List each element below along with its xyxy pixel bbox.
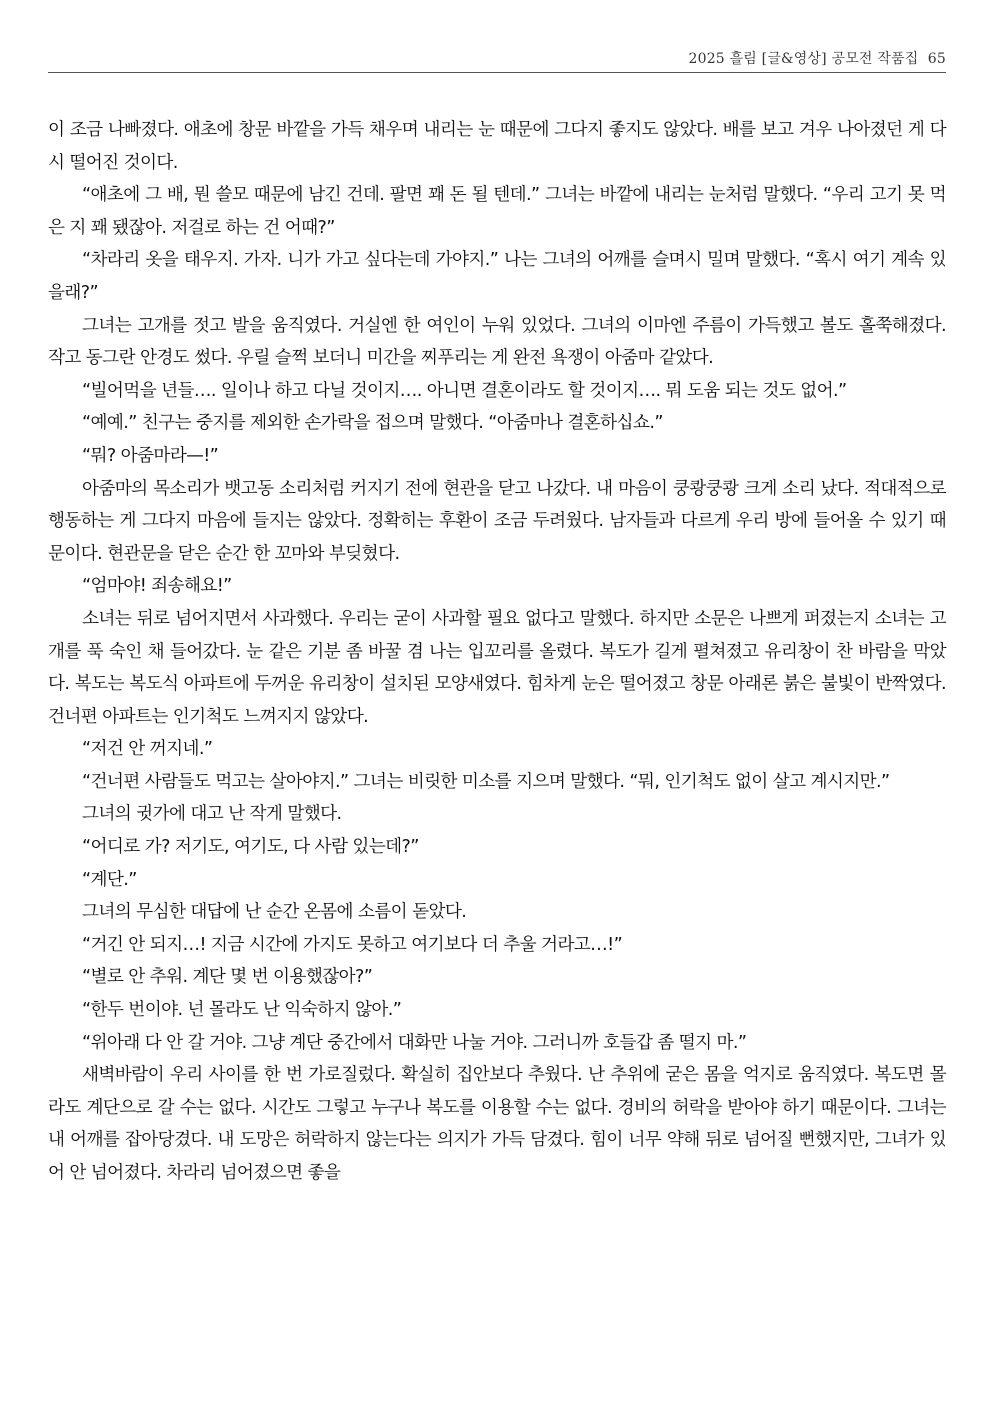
- paragraph: 새벽바람이 우리 사이를 한 번 가로질렀다. 확실히 집안보다 추웠다. 난 추위에 굳은 몸을 억지로 움직였다. 복도면 몰라도 계단으로 갈 수는 없다. 시간도 그렇고 누구나 복도를 이용할 수는 없다. 경비의 허락을 받아야 하기 때문이다. 그녀는 내 어깨를 잡아당겼다. 내 도망은 허락하지 않는다는 의지가 가득 담겼다. 힘이 너무 약해 뒤로 넘어질 뻔했지만, 그녀가 있어 안 넘어졌다. 차라리 넘어졌으면 좋을: [48, 1065, 946, 1183]
- paragraph: 그녀는 고개를 젓고 발을 움직였다. 거실엔 한 여인이 누워 있었다. 그녀의 이마엔 주름이 가득했고 볼도 홀쭉해졌다. 작고 동그란 안경도 썼다. 우릴 슬쩍 보더니 미간을 찌푸리는 게 완전 욕쟁이 아줌마 같았다.: [48, 315, 946, 369]
- paragraph: “어디로 가? 저기도, 여기도, 다 사람 있는데?”: [82, 837, 419, 858]
- paragraph: “거긴 안 되지…! 지금 시간에 가지도 못하고 여기보다 더 추울 거라고…!”: [82, 934, 623, 955]
- paragraph: “애초에 그 배, 뭔 쓸모 때문에 남긴 건데. 팔면 꽤 돈 될 텐데.” 그녀는 바깥에 내리는 눈처럼 말했다. “우리 고기 못 먹은 지 꽤 됐잖아. 저걸로 하는 건 어때?”: [48, 185, 946, 238]
- paragraph: 그녀의 무심한 대답에 난 순간 온몸에 소름이 돋았다.: [82, 902, 467, 923]
- body-text: [48, 114, 946, 1190]
- paragraph: “뭐? 아줌마라—!”: [82, 445, 219, 466]
- paragraph: “예예.” 친구는 중지를 제외한 손가락을 접으며 말했다. “아줌마나 결혼하십쇼.”: [82, 413, 663, 434]
- paragraph: “한두 번이야. 넌 몰라도 난 익숙하지 않아.”: [82, 1000, 402, 1021]
- paragraph: “위아래 다 안 갈 거야. 그냥 계단 중간에서 대화만 나눌 거야. 그러니까 호들갑 좀 떨지 마.”: [82, 1032, 747, 1053]
- paragraph: 이 조금 나빠졌다. 애초에 창문 바깥을 가득 채우며 내리는 눈 때문에 그다지 좋지도 않았다. 배를 보고 겨우 나아졌던 게 다시 떨어진 것이다.: [48, 120, 946, 173]
- running-title: 2025 흘림 [글&영상] 공모전 작품집: [688, 51, 919, 67]
- paragraph: “차라리 옷을 태우지. 가자. 니가 가고 싶다는데 가야지.” 나는 그녀의 어깨를 슬며시 밀며 말했다. “혹시 여기 계속 있을래?”: [48, 250, 946, 303]
- paragraph: 소녀는 뒤로 넘어지면서 사과했다. 우리는 굳이 사과할 필요 없다고 말했다. 하지만 소문은 나쁘게 퍼졌는지 소녀는 고개를 푹 숙인 채 들어갔다. 눈 같은 기분 좀 바꿀 겸 나는 입꼬리를 올렸다. 복도가 길게 펼쳐졌고 유리창이 찬 바람을 막았다. 복도는 복도식 아파트에 두꺼운 유리창이 설치된 모양새였다. 힘차게 눈은 떨어졌고 창문 아래론 붉은 불빛이 반짝였다. 건너편 아파트는 인기척도 느껴지지 않았다.: [48, 608, 946, 727]
- paragraph: “엄마야! 죄송해요!”: [82, 576, 232, 597]
- page-number: 65: [927, 51, 946, 67]
- paragraph: “빌어먹을 년들…. 일이나 하고 다닐 것이지…. 아니면 결혼이라도 할 것이지…. 뭐 도움 되는 것도 없어.”: [82, 380, 847, 401]
- running-header: [48, 44, 946, 73]
- paragraph: 그녀의 귓가에 대고 난 작게 말했다.: [82, 804, 342, 825]
- paragraph: “별로 안 추워. 계단 몇 번 이용했잖아?”: [82, 967, 373, 988]
- paragraph: 아줌마의 목소리가 뱃고동 소리처럼 커지기 전에 현관을 닫고 나갔다. 내 마음이 쿵쾅쿵쾅 크게 소리 났다. 적대적으로 행동하는 게 그다지 마음에 들지는 않았다. 정확히는 후환이 조금 두려웠다. 남자들과 다르게 우리 방에 들어올 수 있기 때문이다. 현관문을 닫은 순간 한 꼬마와 부딪혔다.: [48, 478, 946, 564]
- paragraph: “건너편 사람들도 먹고는 살아야지.” 그녀는 비릿한 미소를 지으며 말했다. “뭐, 인기척도 없이 살고 계시지만.”: [82, 771, 890, 792]
- paragraph: “저건 안 꺼지네.”: [82, 739, 213, 760]
- header-text: [688, 48, 946, 68]
- paragraph: “계단.”: [82, 869, 137, 890]
